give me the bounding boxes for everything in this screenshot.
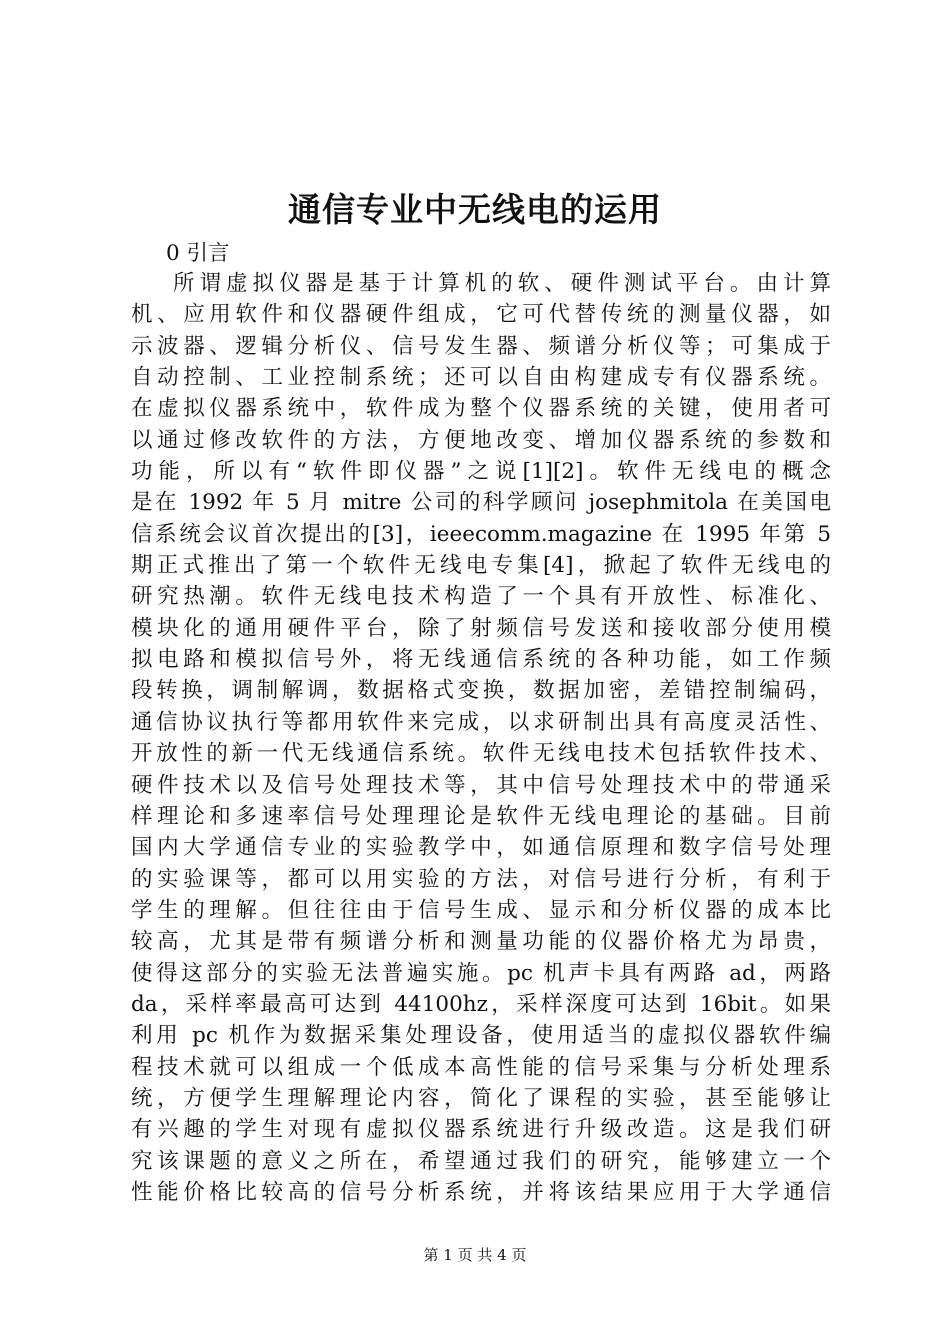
- paragraph-line: 学生的理解。但往往由于信号生成、显示和分析仪器的成本比: [131, 897, 831, 923]
- paragraph-line: 通信协议执行等都用软件来完成，以求研制出具有高度灵活性、: [131, 709, 831, 735]
- paragraph-line: 模块化的通用硬件平台，除了射频信号发送和接收部分使用模: [131, 615, 831, 641]
- paragraph-line: 程技术就可以组成一个低成本高性能的信号采集与分析处理系: [131, 1054, 831, 1080]
- paragraph-line: 以通过修改软件的方法，方便地改变、增加仪器系统的参数和: [131, 427, 831, 453]
- document-title: 通信专业中无线电的运用: [288, 190, 662, 229]
- paragraph-line: 信系统会议首次提出的[3]，ieeecomm.magazine 在 1995 年第 5: [131, 521, 831, 547]
- paragraph-line: da，采样率最高可达到 44100hz，采样深度可达到 16bit。如果: [131, 991, 831, 1017]
- paragraph-line: 利用 pc 机作为数据采集处理设备，使用适当的虚拟仪器软件编: [131, 1023, 831, 1049]
- paragraph-line: 在虚拟仪器系统中，软件成为整个仪器系统的关键，使用者可: [131, 396, 831, 422]
- paragraph-line: 究该课题的意义之所在，希望通过我们的研究，能够建立一个: [131, 1148, 831, 1174]
- paragraph-line: 机、应用软件和仪器硬件组成，它可代替传统的测量仪器，如: [131, 302, 831, 328]
- paragraph-line: 研究热潮。软件无线电技术构造了一个具有开放性、标准化、: [131, 584, 831, 610]
- paragraph-line: 较高，尤其是带有频谱分析和测量功能的仪器价格尤为昂贵，: [131, 929, 831, 955]
- paragraph-line: 的实验课等，都可以用实验的方法，对信号进行分析，有利于: [131, 866, 831, 892]
- paragraph-line: 所谓虚拟仪器是基于计算机的软、硬件测试平台。由计算: [173, 271, 831, 296]
- paragraph-line: 是在 1992 年 5 月 mitre 公司的科学顾问 josephmitola 在美国电: [131, 490, 831, 516]
- paragraph-line: 拟电路和模拟信号外，将无线通信系统的各种功能，如工作频: [131, 647, 831, 673]
- paragraph-line: 功能，所以有“软件即仪器”之说[1][2]。软件无线电的概念: [131, 459, 831, 485]
- paragraph-line: 期正式推出了第一个软件无线电专集[4]，掀起了软件无线电的: [131, 553, 831, 579]
- paragraph-line: 统，方便学生理解理论内容，简化了课程的实验，甚至能够让: [131, 1085, 831, 1111]
- page-number-footer: 第 1 页 共 4 页: [423, 1246, 527, 1264]
- paragraph-line: 使得这部分的实验无法普遍实施。pc 机声卡具有两路 ad，两路: [131, 960, 831, 986]
- paragraph-line: 段转换，调制解调，数据格式变换，数据加密，差错控制编码，: [131, 678, 831, 704]
- paragraph-line: 自动控制、工业控制系统；还可以自由构建成专有仪器系统。: [131, 365, 831, 391]
- paragraph-line: 样理论和多速率信号处理理论是软件无线电理论的基础。目前: [131, 803, 831, 829]
- body-paragraph: [131, 268, 831, 1208]
- paragraph-line: 示波器、逻辑分析仪、信号发生器、频谱分析仪等；可集成于: [131, 333, 831, 359]
- paragraph-line: 国内大学通信专业的实验教学中，如通信原理和数字信号处理: [131, 835, 831, 861]
- paragraph-line: 硬件技术以及信号处理技术等，其中信号处理技术中的带通采: [131, 772, 831, 798]
- section-heading: 0 引言: [166, 241, 230, 266]
- paragraph-line: 有兴趣的学生对现有虚拟仪器系统进行升级改造。这是我们研: [131, 1117, 831, 1143]
- paragraph-line: 性能价格比较高的信号分析系统，并将该结果应用于大学通信: [131, 1179, 831, 1205]
- paragraph-line: 开放性的新一代无线通信系统。软件无线电技术包括软件技术、: [131, 741, 831, 767]
